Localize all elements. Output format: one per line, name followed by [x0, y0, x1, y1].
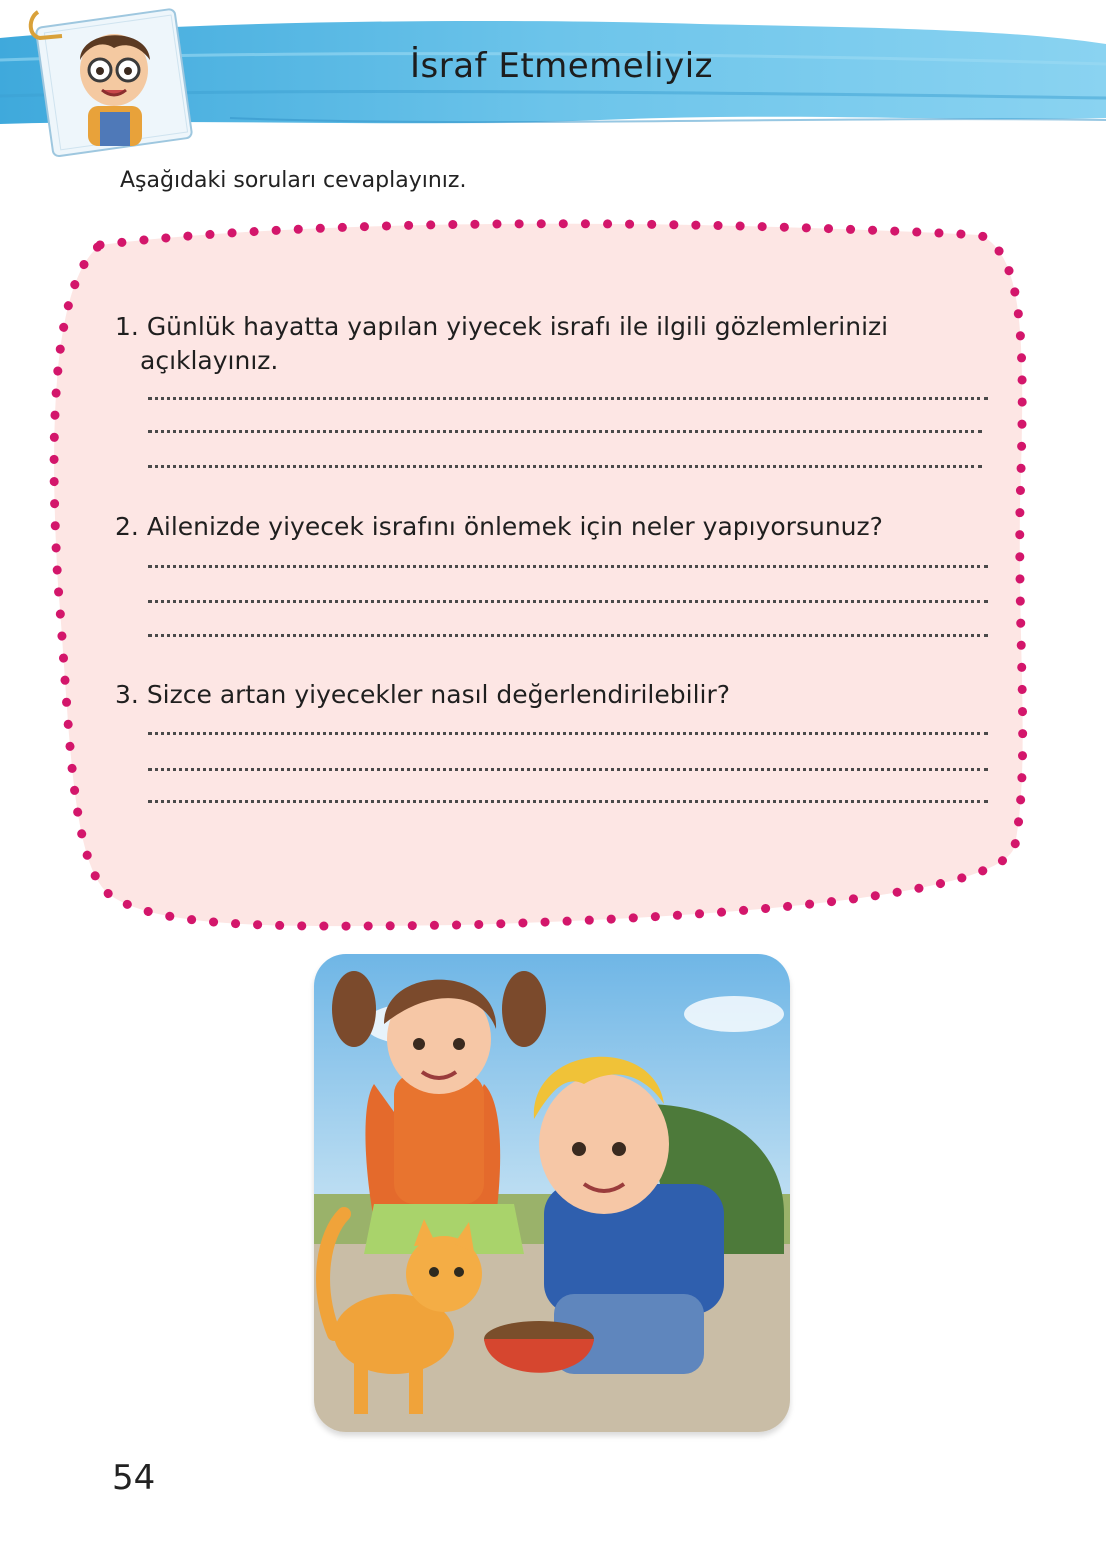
question-3-number: 3. — [115, 680, 139, 709]
children-feeding-cat-illustration — [314, 954, 790, 1432]
answer-line[interactable] — [148, 800, 988, 803]
question-2-text: Ailenizde yiyecek israfını önlemek için neler yapıyorsunuz? — [146, 512, 883, 541]
answer-line[interactable] — [148, 634, 988, 637]
question-1 — [115, 310, 888, 378]
page-title: İsraf Etmemeliyiz — [410, 46, 714, 86]
answer-line[interactable] — [148, 430, 982, 433]
boy-avatar-icon — [22, 8, 212, 158]
question-1-text: Günlük hayatta yapılan yiyecek israfı ile ilgili gözlemlerinizi — [146, 312, 889, 341]
answer-line[interactable] — [148, 768, 988, 771]
answer-line[interactable] — [148, 397, 988, 400]
question-1-continuation: açıklayınız. — [140, 346, 279, 375]
answer-line[interactable] — [148, 732, 988, 735]
question-2 — [115, 510, 883, 544]
answer-line[interactable] — [148, 600, 988, 603]
question-3 — [115, 678, 730, 712]
answer-line[interactable] — [148, 565, 988, 568]
question-2-number: 2. — [115, 512, 139, 541]
instruction-text: Aşağıdaki soruları cevaplayınız. — [120, 168, 467, 193]
question-1-number: 1. — [115, 312, 139, 341]
answer-line[interactable] — [148, 465, 982, 468]
question-3-text: Sizce artan yiyecekler nasıl değerlendirilebilir? — [146, 680, 731, 709]
page-number: 54 — [112, 1458, 156, 1498]
